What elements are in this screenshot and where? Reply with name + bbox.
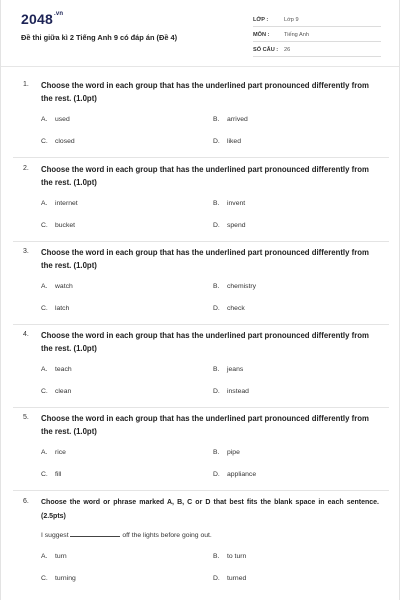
page-title: Đề thi giữa kì 2 Tiếng Anh 9 có đáp án (Đề 4) (21, 33, 178, 42)
sentence-end: off the lights before going out. (122, 532, 212, 539)
question-text: Choose the word in each group that has the underlined part pronounced differently from the rest. (1.0pt) (41, 331, 369, 353)
question-divider (13, 407, 389, 408)
question-number: 4. (23, 331, 29, 338)
option-text: teach (55, 366, 72, 373)
option-key: D. (213, 138, 220, 145)
option-text: arrived (227, 116, 248, 123)
option-text: invent (227, 200, 246, 207)
meta-row-class (253, 12, 381, 27)
option-key: C. (41, 222, 48, 229)
option-text: watch (55, 283, 73, 290)
option-key: C. (41, 388, 48, 395)
option-text: check (227, 305, 245, 312)
option-b[interactable] (213, 116, 248, 123)
meta-value: Lớp 9 (284, 17, 299, 23)
page-header (1, 0, 399, 66)
option-b[interactable] (213, 449, 240, 456)
option-key: C. (41, 305, 48, 312)
option-text: turn (55, 553, 67, 560)
option-key: D. (213, 305, 220, 312)
question-divider (13, 324, 389, 325)
question-6 (1, 496, 400, 596)
option-text: turned (227, 575, 247, 582)
question-text: Choose the word in each group that has the underlined part pronounced differently from the rest. (1.0pt) (41, 248, 369, 270)
option-key: D. (213, 471, 220, 478)
option-text: used (55, 116, 70, 123)
question-number: 6. (23, 498, 29, 505)
option-key: B. (213, 283, 220, 290)
option-a[interactable] (41, 200, 78, 207)
option-key: B. (213, 116, 220, 123)
question-text: Choose the word in each group that has the underlined part pronounced differently from the rest. (1.0pt) (41, 165, 369, 187)
option-a[interactable] (41, 449, 66, 456)
question-5 (1, 409, 400, 492)
question-number: 2. (23, 165, 29, 172)
question-number: 3. (23, 248, 29, 255)
option-text: chemistry (227, 283, 257, 290)
option-a[interactable] (41, 366, 72, 373)
option-b[interactable] (213, 553, 246, 560)
question-divider (13, 157, 389, 158)
option-key: A. (41, 116, 48, 123)
option-c[interactable] (41, 138, 75, 145)
option-d[interactable] (213, 138, 241, 145)
option-text: jeans (227, 366, 244, 373)
option-d[interactable] (213, 575, 246, 582)
option-text: latch (55, 305, 70, 312)
logo-text: 2048 (21, 11, 53, 27)
meta-value: 26 (284, 47, 291, 53)
option-key: D. (213, 575, 220, 582)
option-text: clean (55, 388, 72, 395)
option-key: B. (213, 553, 220, 560)
sentence-start: I suggest (41, 532, 69, 539)
option-key: C. (41, 138, 48, 145)
option-c[interactable] (41, 305, 69, 312)
meta-label: SỐ CÂU : (253, 47, 279, 53)
option-key: B. (213, 366, 220, 373)
option-key: A. (41, 200, 48, 207)
option-text: closed (55, 138, 75, 145)
question-text: Choose the word in each group that has the underlined part pronounced differently from the rest. (1.0pt) (41, 81, 369, 103)
question-divider (13, 490, 389, 491)
logo-suffix: .vn (53, 11, 64, 17)
option-key: B. (213, 200, 220, 207)
option-text: fill (55, 471, 62, 478)
option-c[interactable] (41, 471, 61, 478)
question-3 (1, 243, 400, 326)
option-text: turning (55, 575, 76, 582)
option-text: appliance (227, 471, 257, 478)
meta-label: LỚP : (253, 17, 269, 23)
meta-row-subject (253, 27, 381, 42)
question-text: Choose the word or phrase marked A, B, C or D that best fits the blank space in each sentence. (2.5pts) (41, 499, 379, 520)
question-number: 5. (23, 414, 29, 421)
question-4 (1, 326, 400, 409)
option-key: A. (41, 553, 48, 560)
option-d[interactable] (213, 471, 256, 478)
option-d[interactable] (213, 388, 249, 395)
option-key: C. (41, 575, 48, 582)
option-text: rice (55, 449, 66, 456)
option-key: A. (41, 449, 48, 456)
option-text: internet (55, 200, 78, 207)
option-c[interactable] (41, 575, 76, 582)
option-b[interactable] (213, 366, 243, 373)
option-a[interactable] (41, 553, 67, 560)
option-key: B. (213, 449, 220, 456)
option-key: A. (41, 366, 48, 373)
option-text: bucket (55, 222, 76, 229)
option-text: spend (227, 222, 246, 229)
option-b[interactable] (213, 283, 256, 290)
option-text: instead (227, 388, 249, 395)
question-divider (13, 241, 389, 242)
option-c[interactable] (41, 388, 71, 395)
option-a[interactable] (41, 116, 70, 123)
option-d[interactable] (213, 305, 245, 312)
meta-label: MÔN : (253, 32, 270, 38)
option-key: D. (213, 388, 220, 395)
fill-blank-sentence (41, 530, 212, 539)
option-c[interactable] (41, 222, 75, 229)
option-a[interactable] (41, 283, 73, 290)
option-b[interactable] (213, 200, 245, 207)
meta-info (253, 12, 381, 57)
answer-blank[interactable] (70, 530, 120, 537)
question-2 (1, 160, 400, 243)
option-d[interactable] (213, 222, 246, 229)
option-text: pipe (227, 449, 240, 456)
question-text: Choose the word in each group that has the underlined part pronounced differently from the rest. (1.0pt) (41, 414, 369, 436)
option-key: C. (41, 471, 48, 478)
option-key: A. (41, 283, 48, 290)
site-logo[interactable] (21, 11, 63, 27)
option-text: to turn (227, 553, 247, 560)
meta-value: Tiếng Anh (284, 32, 309, 38)
header-divider (1, 66, 399, 67)
option-text: liked (227, 138, 241, 145)
question-1 (1, 76, 400, 159)
option-key: D. (213, 222, 220, 229)
meta-row-count (253, 42, 381, 57)
question-number: 1. (23, 81, 29, 88)
